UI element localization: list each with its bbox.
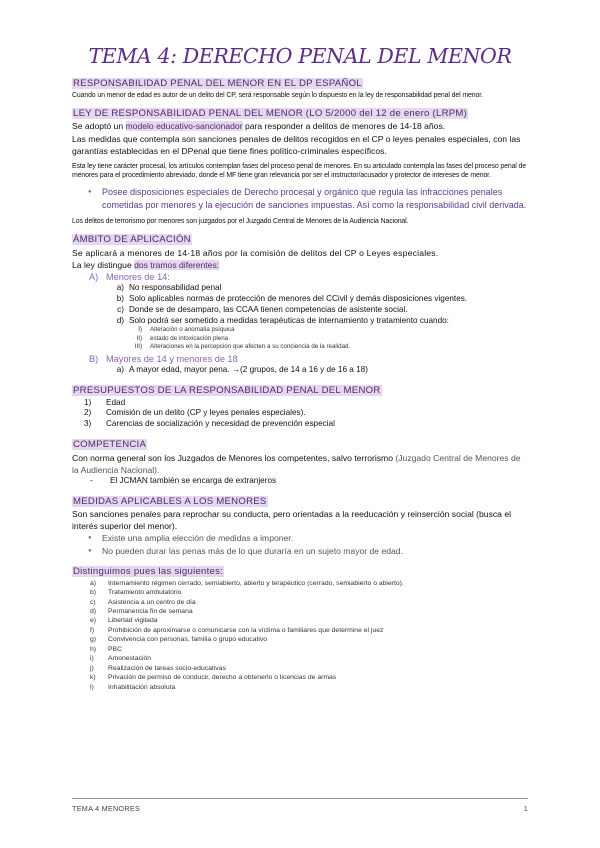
footer-title: TEMA 4 MENORES: [72, 804, 141, 813]
page-title: TEMA 4: DERECHO PENAL DEL MENOR: [88, 44, 512, 68]
paragraph-medidas: Son sanciones penales para reprochar su conducta, pero orientadas a la reeducación y reinserción social (busca el interés superior del menor).: [72, 509, 512, 532]
list-marker: d): [116, 315, 124, 325]
list-marker: h): [90, 645, 97, 653]
list-item: [90, 673, 528, 682]
list-marker: g): [90, 636, 97, 644]
section-heading-text: LEY DE RESPONSABILIDAD PENAL DEL MENOR (LO 5/2000 del 12 de enero (LRPM): [73, 107, 468, 119]
sub-heading-distinguimos: [72, 566, 528, 579]
text-span: Con norma general son los Juzgados de Menores los competentes, salvo terrorismo: [72, 452, 393, 463]
list-item: [112, 294, 528, 305]
bullet-item: ● No pueden durar las penas más de lo que duraría en un sujeto mayor de edad.: [88, 545, 528, 558]
list-item: [112, 305, 528, 316]
tramo-b: [89, 353, 528, 365]
bullet-list-ley: [88, 186, 528, 212]
bullet-list-medidas: [88, 532, 528, 558]
list-marker: a): [90, 579, 97, 587]
list-item-text: Carencias de socialización y necesidad de prevención especial: [106, 419, 335, 429]
list-item: [90, 664, 528, 673]
list-item-text: estado de intoxicación plena: [150, 334, 229, 342]
list-marker: l): [90, 683, 94, 691]
list-item-text: Solo aplicables normas de protección de menores del CCivil y demás disposiciones vigentes.: [129, 293, 468, 303]
list-item-text: Prohibición de aproximarse o comunicarse con la víctima o familiares que determine el juez: [108, 626, 384, 634]
list-item-text: Privación de permiso de conducir, derecho a obtenerlo o licencias de armas: [108, 674, 337, 682]
paragraph-competencia: [72, 452, 528, 476]
list-item-text: Asistencia a un centro de día: [108, 598, 196, 606]
tramo-b-items: [72, 365, 528, 376]
list-item-text: Realización de tareas socio-educativas: [108, 664, 226, 672]
list-item: [112, 365, 528, 376]
paragraph-terrorismo: Los delitos de terrorismo por menores son juzgados por el Juzgado Central de Menores de la Audiencia Nacional.: [72, 218, 409, 226]
tramo-a-items: [72, 283, 528, 326]
list-marker: j): [90, 664, 94, 672]
section-heading-text: ÁMBITO DE APLICACIÓN: [73, 234, 191, 246]
text-span: La ley distingue: [72, 259, 135, 270]
list-item-text: A mayor edad, mayor pena. →(2 grupos, de 14 a 16 y de 16 a 18): [129, 365, 368, 375]
paragraph-modelo: [72, 120, 528, 132]
list-item-text: Comisión de un delito (CP y leyes penales especiales).: [106, 408, 306, 418]
list-item: [90, 616, 528, 625]
section-heading-presupuestos: [72, 385, 528, 398]
list-item: [132, 335, 528, 343]
section-heading-responsabilidad: [72, 78, 528, 91]
list-item-text: Amonestación: [108, 655, 152, 663]
list-item: [112, 316, 528, 327]
list-item-text: Donde se de desamparo, las CCAA tienen competencias de asistente social.: [129, 304, 408, 314]
section-heading-competencia: [72, 439, 528, 452]
text-span: (Juzgado Central de Menores de la Audiencia Nacional).: [72, 452, 521, 475]
sub-heading-text: Distinguimos pues las siguientes:: [73, 566, 224, 578]
tramo-label: Menores de 14:: [106, 271, 170, 282]
section-heading-text: COMPETENCIA: [73, 439, 147, 451]
section-heading-ambito: [72, 234, 528, 247]
list-marker: i): [90, 655, 94, 663]
text-span: Se adoptó un: [72, 121, 126, 132]
list-item: [90, 683, 528, 692]
list-item: [90, 579, 528, 588]
page-number: 1: [523, 804, 528, 813]
list-item: [84, 419, 528, 430]
paragraph-responsabilidad: Cuando un menor de edad es autor de un delito del CP, será responsable según lo dispuesto en la ley de responsabilidad penal del menor.: [72, 91, 483, 99]
list-item: [90, 654, 528, 663]
list-item: [90, 588, 528, 597]
list-item: [90, 626, 528, 635]
dash-text: El JCMAN también se encarga de extranjeros: [110, 475, 277, 485]
medidas-list: [72, 579, 528, 692]
list-marker: II): [136, 334, 142, 342]
list-item: [90, 645, 528, 654]
list-item-text: Alteración o anomalía psíquica: [150, 326, 235, 334]
list-item: [132, 343, 528, 351]
paragraph-caracter-procesal: Esta ley tiene carácter procesal, los artículos contemplan fases del proceso penal de menores. En su articulado contempla las fases del proceso penal de menores para el procedimiento abreviado, donde el MF tiene gran relevancia por ser el instructor/acusador y protector de intereses de menor.: [72, 162, 527, 179]
list-marker: 2): [84, 408, 92, 418]
list-item-text: Internamiento régimen cerrado, semiabierto, abierto y terapéutico (cerrado, semiabierto o abierto).: [108, 579, 404, 587]
list-item-text: Edad: [106, 397, 126, 407]
dash-item: [90, 476, 528, 487]
list-marker: A): [89, 271, 99, 282]
section-heading-text: PRESUPUESTOS DE LA RESPONSABILIDAD PENAL DEL MENOR: [73, 384, 381, 396]
list-item: [84, 398, 528, 409]
list-item-text: Inhabilitación absoluta: [108, 683, 176, 691]
highlight-tramos: dos tramos diferentes:: [134, 259, 220, 270]
bullet-item: ● Posee disposiciones especiales de Derecho procesal y orgánico que regula las infracciones penales cometidas por menores y la ejecución de sanciones impuestas. Así como la responsabilidad civil derivada.: [88, 186, 528, 212]
section-heading-ley: [72, 108, 528, 121]
list-item-text: No responsabilidad penal: [129, 283, 222, 293]
list-marker: k): [90, 674, 96, 682]
list-item-text: PBC: [108, 645, 122, 653]
list-marker: a): [116, 283, 124, 293]
section-heading-medidas: [72, 496, 528, 509]
paragraph-tramos: [72, 259, 528, 271]
tramo-label: Mayores de 14 y menores de 18: [106, 353, 238, 364]
highlight-modelo: modelo educativo-sancionador: [125, 121, 243, 132]
list-item-text: Tratamiento ambulatorio: [108, 589, 182, 597]
list-item-text: Solo podrá ser sometido a medidas terapéuticas de internamiento y tratamiento cuando:: [129, 315, 449, 325]
list-marker: I): [138, 326, 142, 334]
list-marker: c): [90, 598, 96, 606]
list-item: [132, 326, 528, 334]
list-marker: a): [116, 365, 124, 375]
list-marker: 1): [84, 397, 92, 407]
list-marker: b): [90, 589, 97, 597]
paragraph-ambito: Se aplicará a menores de 14-18 años por la comisión de delitos del CP o Leyes especiales.: [72, 247, 439, 258]
presupuestos-list: [72, 398, 528, 430]
list-marker: III): [134, 342, 142, 350]
list-marker: B): [89, 353, 99, 364]
list-marker: b): [116, 293, 124, 303]
list-item-text: Libertad vigilada: [108, 617, 158, 625]
list-marker: d): [90, 608, 97, 616]
section-heading-text: MEDIDAS APLICABLES A LOS MENORES: [73, 495, 267, 507]
list-item: [84, 408, 528, 419]
list-item: [90, 607, 528, 616]
list-item-text: Convivencia con personas, familia o grupo educativo: [108, 636, 268, 644]
list-marker: e): [90, 617, 97, 625]
list-item: [90, 598, 528, 607]
text-span: para responder a delitos de menores de 14-18 años.: [242, 121, 446, 132]
tramo-a: [89, 271, 528, 283]
list-marker: -: [90, 475, 93, 485]
section-heading-text: RESPONSABILIDAD PENAL DEL MENOR EN EL DP ESPAÑOL: [73, 78, 362, 89]
list-item-text: Alteraciones en la percepción que afecten a su conciencia de la realidad.: [150, 342, 351, 350]
bullet-item: ● Existe una amplia elección de medidas a imponer.: [88, 532, 528, 545]
list-marker: c): [117, 304, 124, 314]
tramo-a-roman-items: [72, 326, 528, 351]
list-marker: f): [90, 626, 95, 634]
list-item: [112, 283, 528, 294]
list-item: [90, 635, 528, 644]
page-footer: [72, 798, 528, 814]
paragraph-medidas-sanciones: Las medidas que contempla son sanciones penales de delitos recogidos en el CP o leyes penales especiales, con las garantías establecidas en el DPenal que tiene fines político-criminales específicos.: [72, 133, 521, 156]
list-marker: 3): [84, 419, 92, 429]
list-item-text: Permanencia fin de semana: [108, 608, 193, 616]
